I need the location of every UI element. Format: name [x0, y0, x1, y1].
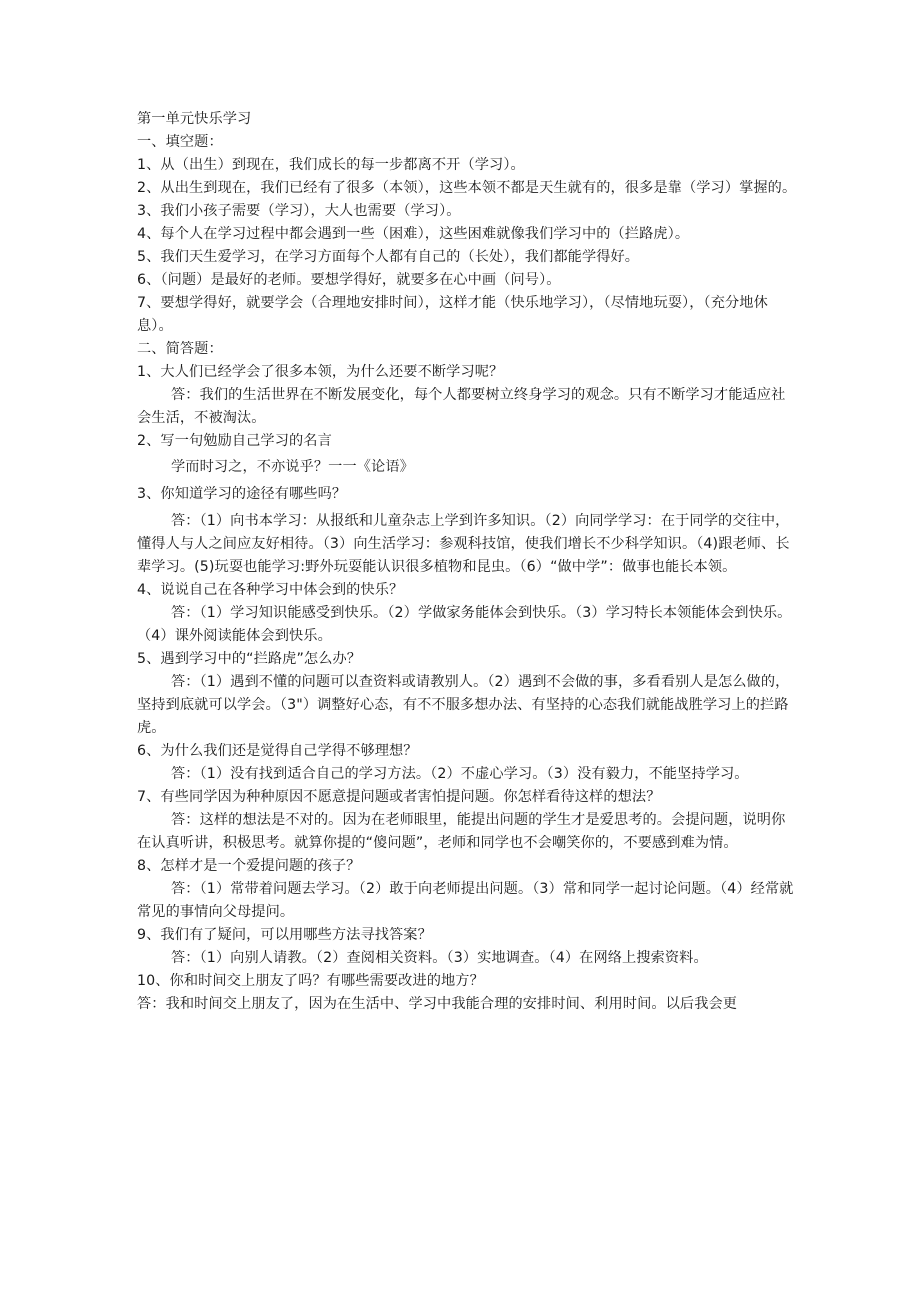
answer-6: 答：（1）没有找到适合自己的学习方法。（2）不虚心学习。（3）没有毅力，不能坚持学习。: [171, 766, 749, 782]
document-body: [137, 108, 797, 1016]
fill-item: 2、从出生到现在，我们已经有了很多（本领），这些本领不都是天生就有的，很多是靠（学习）掌握的。: [137, 180, 797, 196]
fill-item: 7、要想学得好，就要学会（合理地安排时间），这样才能（快乐地学习），（尽情地玩耍），（充分地休息）。: [137, 295, 768, 334]
fill-item: 5、我们天生爱学习，在学习方面每个人都有自己的（长处），我们都能学得好。: [137, 249, 640, 265]
question-7: 7、有些同学因为种种原因不愿意提问题或者害怕提问题。你怎样看待这样的想法？: [137, 789, 661, 805]
answer-2: 学而时习之，不亦说乎？一一《论语》: [171, 459, 414, 475]
question-1: 1、大人们已经学会了很多本领，为什么还要不断学习呢？: [137, 364, 504, 380]
question-2: 2、写一句勉励自己学习的名言: [137, 433, 332, 449]
unit-title: 第一单元快乐学习: [137, 111, 252, 127]
answer-4: 答：（1）学习知识能感受到快乐。（2）学做家务能体会到快乐。（3）学习特长本领能体会到快乐。（4）课外阅读能体会到快乐。: [137, 605, 792, 644]
answer-8: 答：（1）常带着问题去学习。（2）敢于向老师提出问题。（3）常和同学一起讨论问题。（4）经常就常见的事情向父母提问。: [137, 881, 794, 920]
question-9: 9、我们有了疑问，可以用哪些方法寻找答案？: [137, 927, 432, 943]
section-short-heading: 二、简答题：: [137, 341, 223, 357]
question-6: 6、为什么我们还是觉得自己学得不够理想？: [137, 743, 418, 759]
answer-5: 答：（1）遇到不懂的问题可以查资料或请教别人。（2）遇到不会做的事，多看看别人是怎么做的，坚持到底就可以学会。（3"）调整好心态，有不不服多想办法、有坚持的心态我们就能战胜学习上的拦路虎。: [137, 674, 790, 736]
answer-10: 答：我和时间交上朋友了，因为在生活中、学习中我能合理的安排时间、利用时间。以后我会更: [137, 996, 738, 1012]
answer-9: 答：（1）向别人请教。（2）查阅相关资料。（3）实地调查。（4）在网络上搜索资料。: [171, 950, 708, 966]
question-10: 10、你和时间交上朋友了吗？有哪些需要改进的地方？: [137, 973, 484, 989]
answer-3: 答：（1）向书本学习：从报纸和儿童杂志上学到许多知识。（2）向同学学习：在于同学的交往中，懂得人与人之间应友好相待。（3）向生活学习：参观科技馆，使我们增长不少科学知识。（4)跟老师、长辈学习。(5)玩耍也能学习:野外玩耍能认识很多植物和昆虫。（6）“做中学”：做事也能长本领。: [137, 513, 790, 575]
question-8: 8、怎样才是一个爱提问题的孩子？: [137, 858, 361, 874]
fill-item: 6、（问题）是最好的老师。要想学得好，就要多在心中画（问号）。: [137, 272, 561, 288]
section-fill-heading: 一、填空题：: [137, 134, 223, 150]
question-5: 5、遇到学习中的“拦路虎”怎么办？: [137, 651, 362, 667]
answer-1: 答：我们的生活世界在不断发展变化，每个人都要树立终身学习的观念。只有不断学习才能适应社会生活，不被淘汰。: [137, 387, 786, 426]
fill-item: 4、每个人在学习过程中都会遇到一些（困难），这些困难就像我们学习中的（拦路虎）。: [137, 226, 690, 242]
question-4: 4、说说自己在各种学习中体会到的快乐？: [137, 582, 404, 598]
question-3: 3、你知道学习的途径有哪些吗？: [137, 486, 347, 502]
fill-item: 3、我们小孩子需要（学习），大人也需要（学习）。: [137, 203, 461, 219]
answer-7: 答：这样的想法是不对的。因为在老师眼里，能提出问题的学生才是爱思考的。会提问题，说明你在认真听讲，积极思考。就算你提的“傻问题”，老师和同学也不会嘲笑你的，不要感到难为情。: [137, 812, 786, 851]
fill-item: 1、从（出生）到现在，我们成长的每一步都离不开（学习）。: [137, 157, 525, 173]
